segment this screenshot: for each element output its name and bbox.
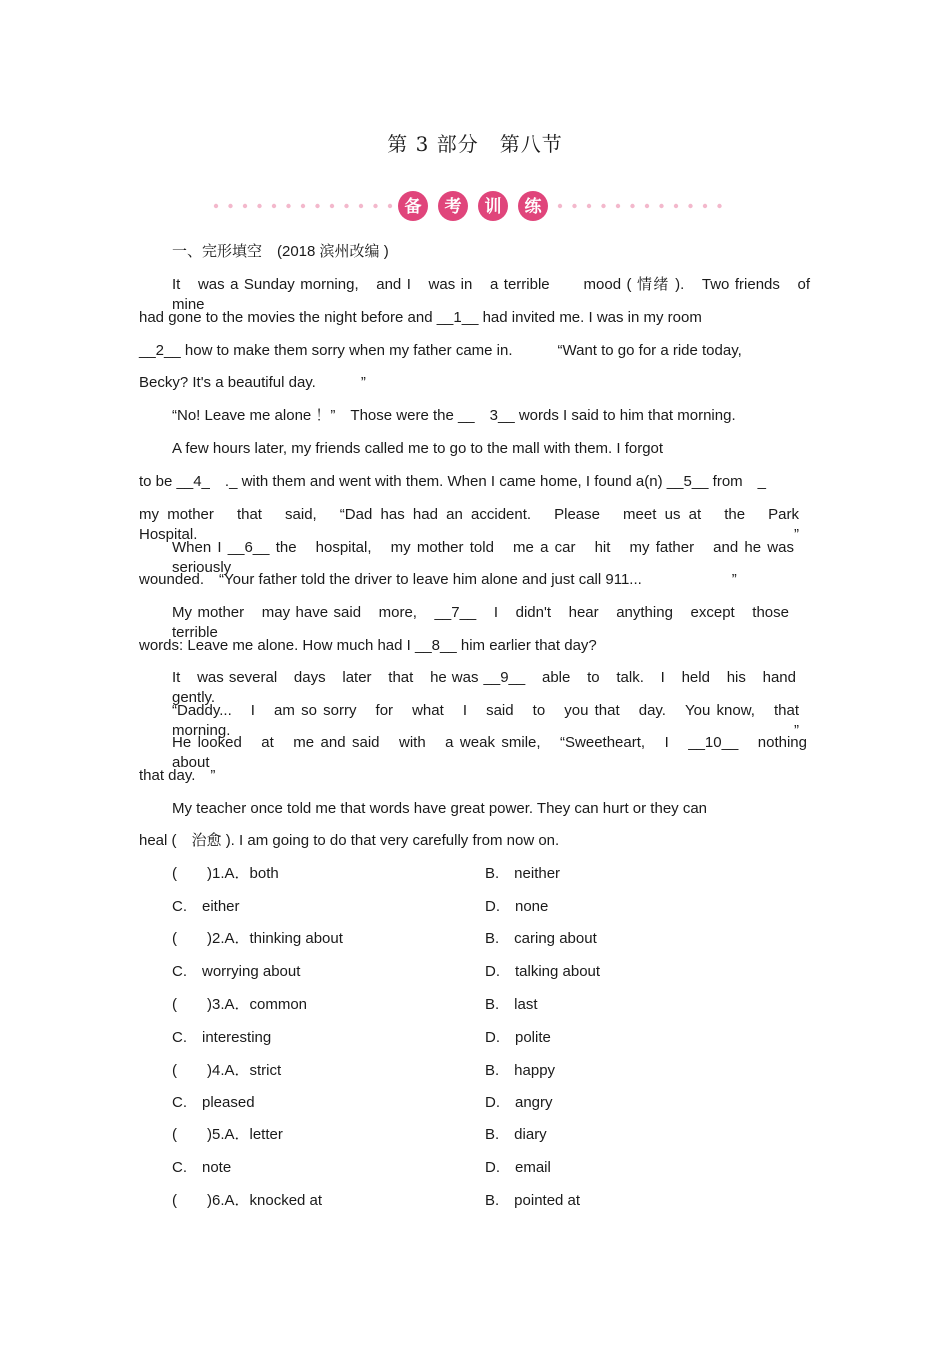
option-5-c: C. note <box>172 1159 232 1176</box>
passage-line: “No! Leave me alone ！” Those were the __ 3__ words I said to him that morning. <box>172 407 736 424</box>
section-heading: 一、完形填空 (2018 滨州改编 ) <box>172 243 389 260</box>
passage-line: wounded. “Your father told the driver to leave him alone and just call 911... ” <box>139 571 737 588</box>
banner-char: 考 <box>444 197 462 217</box>
option-3-d: D. polite <box>485 1029 551 1046</box>
banner-char: 练 <box>524 197 542 217</box>
banner-dot <box>717 204 721 208</box>
passage-line: had gone to the movies the night before and __1__ had invited me. I was in my room <box>139 309 702 326</box>
option-3-c: C. interesting <box>172 1029 272 1046</box>
option-2-b: B. caring about <box>485 930 597 947</box>
option-5-d: D. email <box>485 1159 551 1176</box>
passage-line: to be __4_ ._ with them and went with them. When I came home, I found a(n) __5__ from _ <box>139 473 766 490</box>
option-3-a: ( )3.A．common <box>172 996 308 1013</box>
option-5-a: ( )5.A．letter <box>172 1126 283 1143</box>
banner-dot <box>315 204 319 208</box>
banner-char: 训 <box>484 197 502 217</box>
option-2-d: D. talking about <box>485 963 601 980</box>
passage-line: My teacher once told me that words have great power. They can hurt or they can <box>172 800 708 817</box>
passage-line: When I __6__ the hospital, my mother told me a car hit my father and he was seriously <box>172 539 794 576</box>
banner-dot <box>572 204 576 208</box>
banner-dot <box>688 204 692 208</box>
banner-dot <box>587 204 591 208</box>
passage-line: __2__ how to make them sorry when my father came in. “Want to go for a ride today, <box>139 342 742 359</box>
banner-dot <box>228 204 232 208</box>
banner-dot <box>703 204 707 208</box>
option-5-b: B. diary <box>485 1126 547 1143</box>
passage-line: It was several days later that he was __9__ able to talk. I held his hand gently. <box>172 669 796 706</box>
option-6-b: B. pointed at <box>485 1192 581 1209</box>
option-3-b: B. last <box>485 996 538 1013</box>
banner-dots-left <box>214 204 392 208</box>
banner-dot <box>257 204 261 208</box>
passage-line: A few hours later, my friends called me to go to the mall with them. I forgot <box>172 440 664 457</box>
banner-dot <box>601 204 605 208</box>
banner-dot <box>214 204 218 208</box>
banner-dot <box>286 204 290 208</box>
option-2-a: ( )2.A．thinking about <box>172 930 343 947</box>
banner-dot <box>373 204 377 208</box>
banner-badge <box>438 191 468 221</box>
option-4-a: ( )4.A．strict <box>172 1062 282 1079</box>
passage-line: Becky? It's a beautiful day. ” <box>139 374 366 391</box>
banner-dot <box>616 204 620 208</box>
banner-dot <box>659 204 663 208</box>
option-2-c: C. worrying about <box>172 963 301 980</box>
section-banner <box>210 180 735 230</box>
banner-dot <box>388 204 392 208</box>
banner-dot <box>630 204 634 208</box>
passage-line: heal ( 治愈 ). I am going to do that very carefully from now on. <box>139 832 560 849</box>
banner-dot <box>558 204 562 208</box>
passage-line: My mother may have said more, __7__ I didn't hear anything except those terrible <box>172 604 805 641</box>
passage-line: It was a Sunday morning, and I was in a terrible mood ( 情绪 ). Two friends of mine <box>172 276 826 313</box>
option-1-c: C. either <box>172 898 240 915</box>
banner-badge <box>478 191 508 221</box>
banner-dot <box>359 204 363 208</box>
passage-line: He looked at me and said with a weak smile, “Sweetheart, I __10__ nothing about <box>172 734 823 771</box>
banner-dot <box>674 204 678 208</box>
option-4-d: D. angry <box>485 1094 553 1111</box>
option-1-b: B. neither <box>485 865 561 882</box>
banner-dot <box>272 204 276 208</box>
passage-line: “Daddy... I am so sorry for what I said to you that day. You know, that morning. ” <box>172 702 815 739</box>
option-6-a: ( )6.A．knocked at <box>172 1192 323 1209</box>
banner-badge <box>398 191 428 221</box>
banner-dot <box>301 204 305 208</box>
passage-line: words: Leave me alone. How much had I __8__ him earlier that day? <box>139 637 597 654</box>
option-4-c: C. pleased <box>172 1094 255 1111</box>
banner-dot <box>344 204 348 208</box>
option-1-a: ( )1.A．both <box>172 865 279 882</box>
banner-dot <box>330 204 334 208</box>
passage-line: that day. ” <box>139 767 216 784</box>
option-4-b: B. happy <box>485 1062 556 1079</box>
banner-char: 备 <box>404 197 422 217</box>
banner-dot <box>645 204 649 208</box>
passage-line: my mother that said, “Dad has had an accident. Please meet us at the Park Hospital. ” <box>139 506 815 543</box>
banner-dot <box>243 204 247 208</box>
option-1-d: D. none <box>485 898 549 915</box>
banner-dots-right <box>558 204 722 208</box>
banner-badge <box>518 191 548 221</box>
page-title: 第 3 部分 第八节 <box>387 132 563 156</box>
